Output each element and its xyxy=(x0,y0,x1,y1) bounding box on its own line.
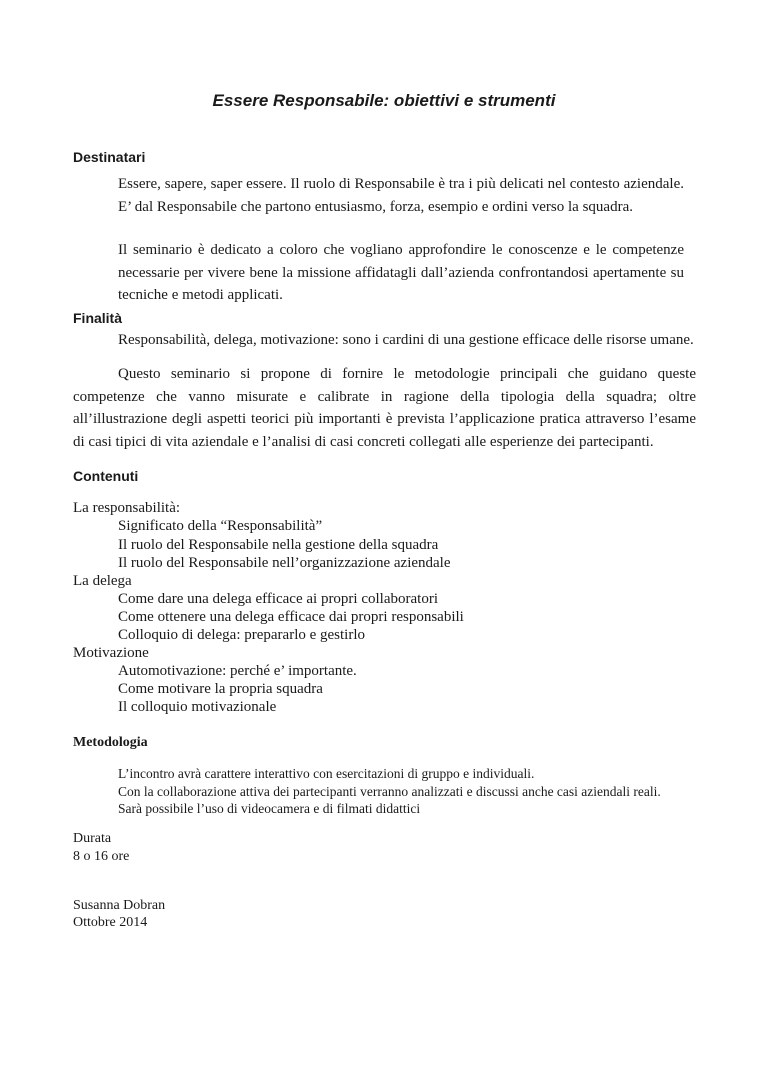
durata-label: Durata xyxy=(73,831,112,846)
author-name: Susanna Dobran xyxy=(73,898,166,913)
contenuti-item: Il colloquio motivazionale xyxy=(118,699,277,715)
contenuti-item: Significato della “Responsabilità” xyxy=(118,518,323,534)
heading-destinatari: Destinatari xyxy=(73,149,146,165)
contenuti-item: Automotivazione: perché e’ importante. xyxy=(118,663,357,679)
contenuti-section-title: La responsabilità: xyxy=(73,500,181,516)
destinatari-paragraph-1: Essere, sapere, saper essere. Il ruolo di Responsabile è tra i più delicati nel contesto aziendale. E’ dal Responsabile che partono entusiasmo, forza, esempio e ordini verso la squadra. xyxy=(118,176,684,215)
metodologia-line: Sarà possibile l’uso di videocamera e di filmati didattici xyxy=(118,801,421,816)
heading-contenuti: Contenuti xyxy=(73,468,139,484)
durata-value: 8 o 16 ore xyxy=(73,849,130,864)
contenuti-section-title: La delega xyxy=(73,573,132,589)
contenuti-item: Come motivare la propria squadra xyxy=(118,681,323,697)
contenuti-item: Come dare una delega efficace ai propri collaboratori xyxy=(118,591,438,607)
document-date: Ottobre 2014 xyxy=(73,915,148,930)
metodologia-line: L’incontro avrà carattere interattivo con esercitazioni di gruppo e individuali. xyxy=(118,766,535,781)
metodologia-line: Con la collaborazione attiva dei partecipanti verranno analizzati e discussi anche casi aziendali reali. xyxy=(118,784,661,799)
contenuti-item: Colloquio di delega: prepararlo e gestirlo xyxy=(118,627,366,643)
contenuti-section-title: Motivazione xyxy=(73,645,149,661)
contenuti-item: Il ruolo del Responsabile nella gestione della squadra xyxy=(118,537,439,553)
contenuti-item: Il ruolo del Responsabile nell’organizzazione aziendale xyxy=(118,555,451,571)
document-title: Essere Responsabile: obiettivi e strumenti xyxy=(212,91,556,110)
heading-finalita: Finalità xyxy=(73,310,123,326)
finalita-paragraph-2: Questo seminario si propone di fornire le metodologie principali che guidano queste competenze che vanno misurate e calibrate in ragione della tipologia della squadra; oltre all’illustrazione degli aspetti teorici più importanti è prevista l’applicazione pratica attraverso l’esame di casi tipici di vita aziendale e l’analisi di casi concreti collegati alle esperienze dei partecipanti. xyxy=(73,366,696,450)
finalita-paragraph-1: Responsabilità, delega, motivazione: sono i cardini di una gestione efficace delle risorse umane. xyxy=(118,332,694,348)
destinatari-paragraph-2: Il seminario è dedicato a coloro che vogliano approfondire le conoscenze e le competenze necessarie per vivere bene la missione affidatagli dall’azienda confrontandosi apertamente su tecniche e metodi applicati. xyxy=(118,242,684,303)
contenuti-item: Come ottenere una delega efficace dai propri responsabili xyxy=(118,609,464,625)
heading-metodologia: Metodologia xyxy=(73,735,148,750)
